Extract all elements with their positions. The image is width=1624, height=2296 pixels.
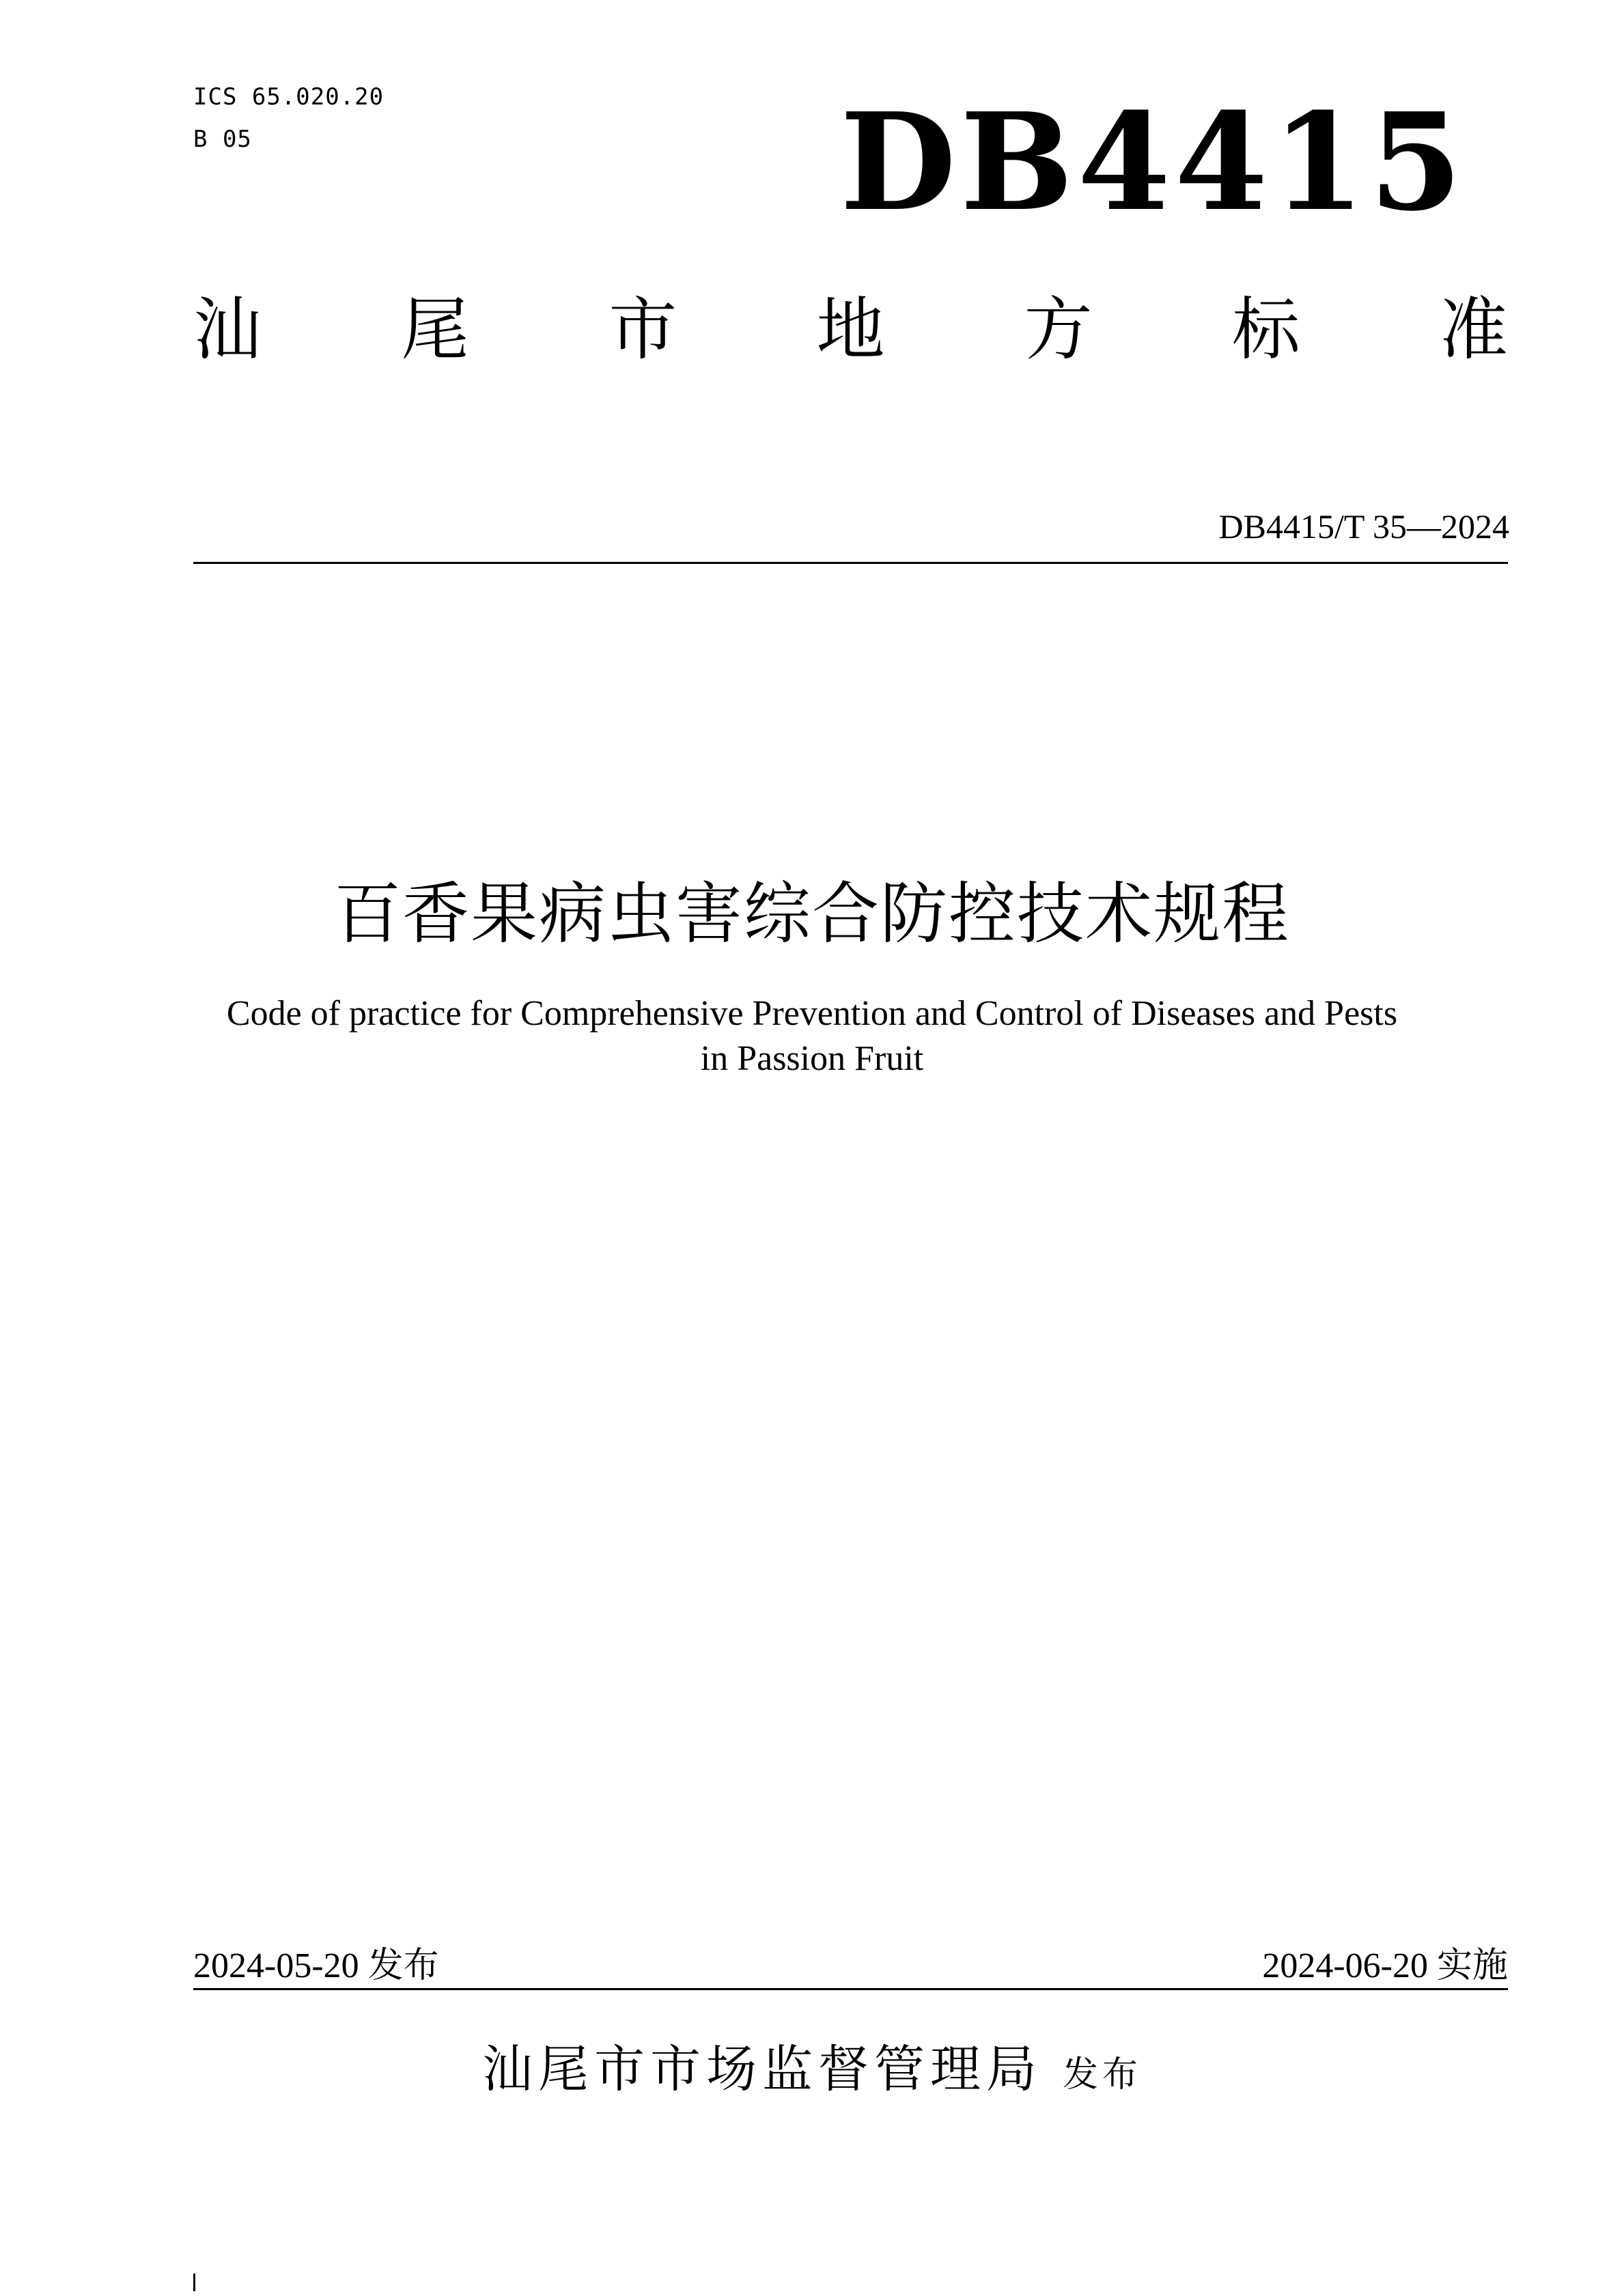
publisher-suffix: 发布 [1062, 2054, 1142, 2095]
english-title-line: in Passion Fruit [700, 1039, 924, 1078]
ics-code: ICS 65.020.20 [193, 83, 384, 111]
db-logo: DB4415 [840, 84, 1467, 241]
chinese-title: 百香果病虫害综合防控技术规程 [333, 875, 1290, 953]
publisher-name: 汕尾市市场监督管理局 [481, 2040, 1042, 2099]
issue-date: 2024-05-20 发布 [193, 1946, 439, 1985]
standard-type-char: 准 [1439, 289, 1508, 369]
standard-type-char: 市 [608, 289, 677, 369]
standard-type-char: 汕 [193, 289, 262, 369]
english-title-line: Code of practice for Comprehensive Prevention and Control of Diseases and Pests [226, 994, 1398, 1033]
footer-mark [193, 2273, 195, 2291]
standard-type-char: 尾 [401, 289, 470, 369]
standard-type-char: 方 [1024, 289, 1093, 369]
standard-type-char: 地 [816, 289, 885, 369]
standard-type-heading [193, 289, 1508, 369]
implementation-date: 2024-06-20 实施 [1262, 1946, 1508, 1985]
bottom-divider [193, 1988, 1508, 1990]
standard-number: DB4415/T 35—2024 [1218, 507, 1509, 545]
top-divider [193, 562, 1508, 564]
english-title [137, 991, 1487, 1081]
publisher [0, 2029, 1624, 2101]
ccs-code: B 05 [193, 126, 252, 153]
standard-type-char: 标 [1231, 289, 1300, 369]
